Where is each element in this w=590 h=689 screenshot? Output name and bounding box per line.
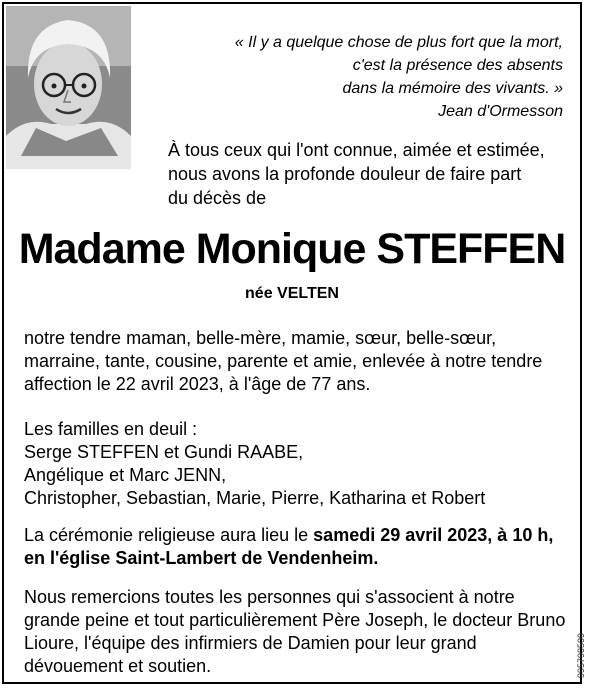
intro-line: du décès de [168, 188, 267, 208]
ceremony-date: samedi 29 avril 2023, à 10 h, [313, 525, 554, 545]
relations-line: notre tendre maman, belle-mère, mamie, sœur, belle-sœur, [24, 328, 497, 348]
ceremony-prefix: La cérémonie religieuse aura lieu le [24, 525, 314, 545]
families-heading: Les familles en deuil : [24, 419, 198, 439]
reference-number: 995790509 [576, 632, 586, 678]
intro-line: nous avons la profonde douleur de faire part [168, 164, 522, 184]
relations-paragraph [24, 327, 542, 396]
quote-author: Jean d'Ormesson [438, 103, 563, 120]
thanks-line: Lioure, l'équipe des infirmiers de Damien pour leur grand [24, 633, 477, 653]
ceremony-place: en l'église Saint-Lambert de Vendenheim. [24, 548, 379, 568]
quote-line: « Il y a quelque chose de plus fort que la mort, [234, 34, 563, 51]
thanks-line: grande peine et tout particulièrement Père Joseph, le docteur Bruno [24, 610, 566, 630]
birth-name: née VELTEN [245, 285, 339, 302]
thanks-line: Nous remercions toutes les personnes qui s'associent à notre [24, 587, 515, 607]
families-line: Serge STEFFEN et Gundi RAABE, [24, 442, 304, 462]
ceremony-paragraph [24, 524, 553, 570]
thanks-line: dévouement et soutien. [24, 656, 212, 676]
portrait-image [6, 6, 131, 169]
relations-line: marraine, tante, cousine, parente et amie, enlevée à notre tendre [24, 351, 543, 371]
quote-line: c'est la présence des absents [352, 57, 563, 74]
portrait-photo [6, 6, 131, 169]
relations-line: affection le 22 avril 2023, à l'âge de 77 ans. [24, 374, 371, 394]
quote-line: dans la mémoire des vivants. » [342, 80, 563, 97]
ceremony-line-1 [24, 524, 553, 547]
families-paragraph [24, 418, 485, 510]
deceased-name: Madame Monique STEFFEN [18, 225, 566, 273]
notice-frame [2, 2, 582, 684]
families-line: Angélique et Marc JENN, [24, 465, 227, 485]
families-line: Christopher, Sebastian, Marie, Pierre, Katharina et Robert [24, 488, 486, 508]
thanks-paragraph [24, 586, 565, 678]
epigraph-quote [163, 31, 563, 123]
intro-line: À tous ceux qui l'ont connue, aimée et estimée, [168, 140, 545, 160]
intro-text [168, 138, 545, 210]
